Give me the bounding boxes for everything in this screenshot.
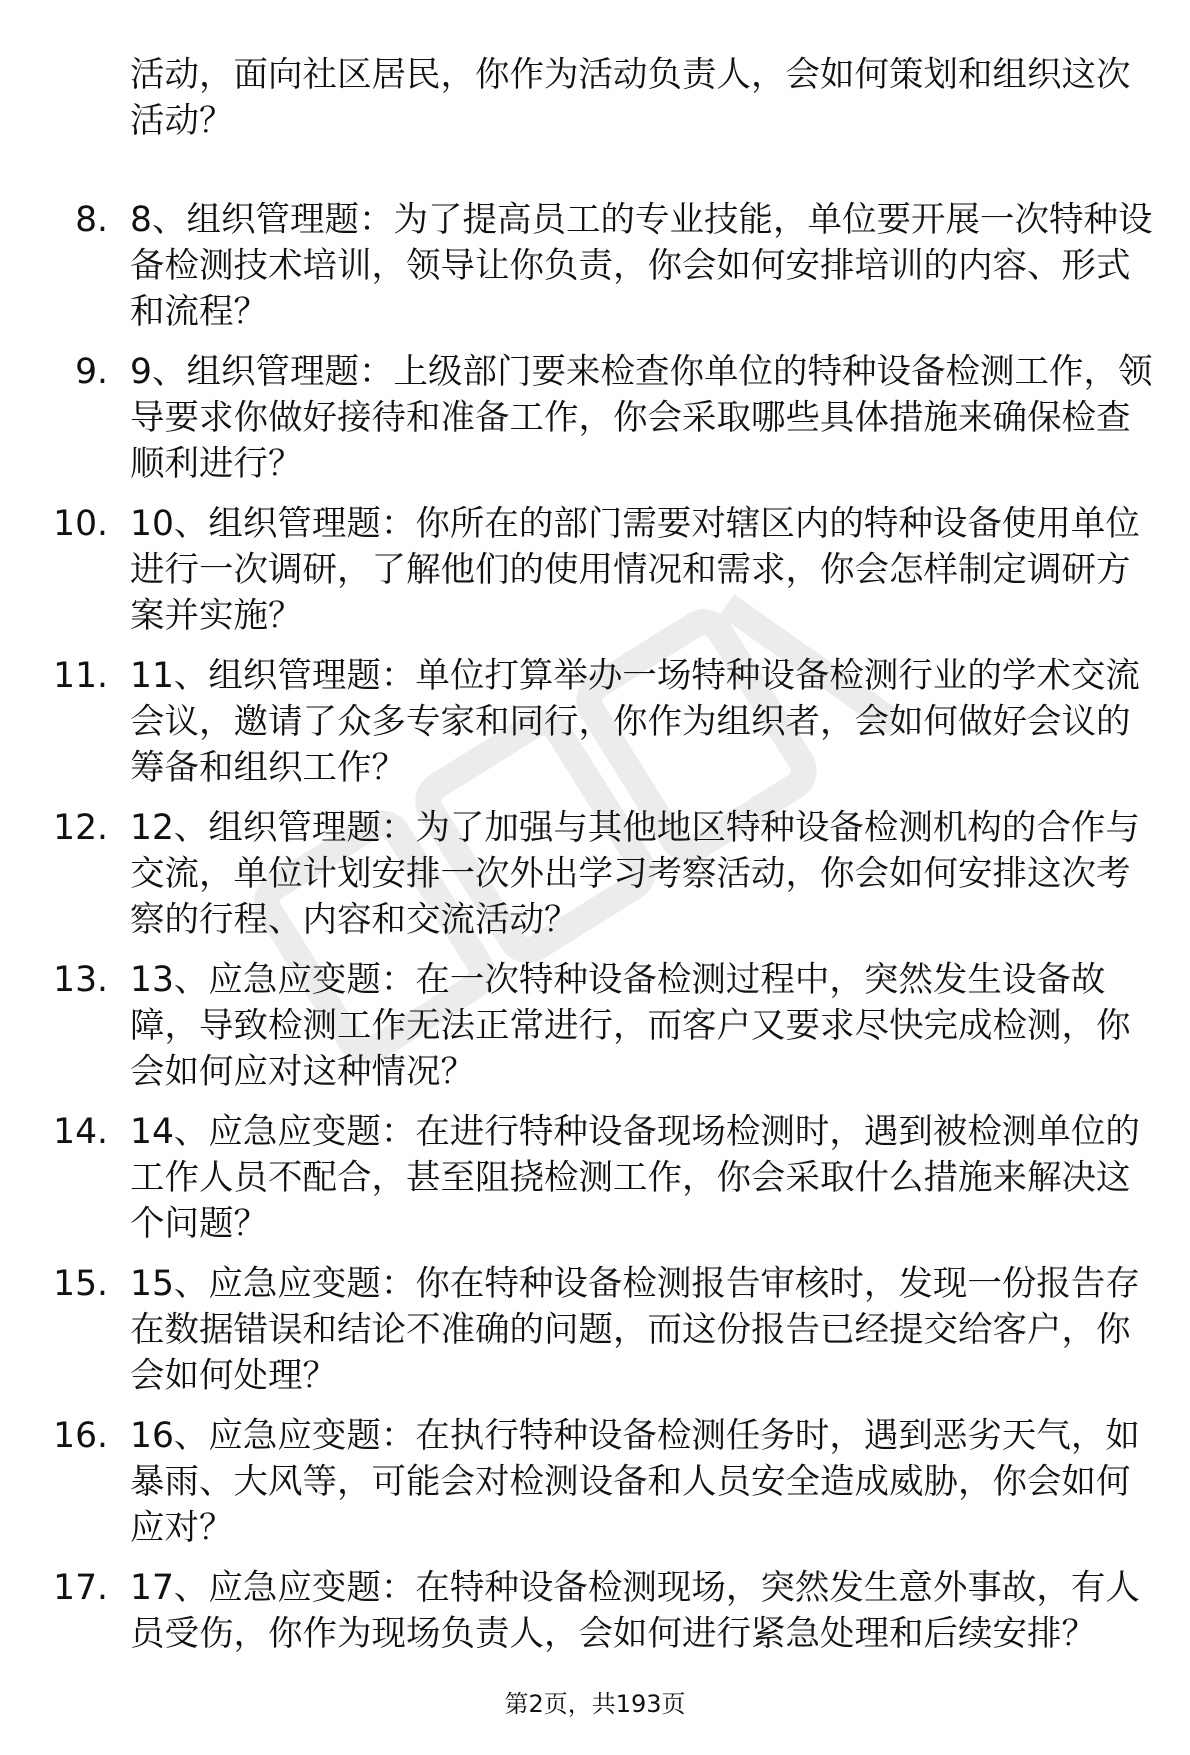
question-number: 8. <box>75 200 108 240</box>
question-text: 13、应急应变题：在一次特种设备检测过程中，突然发生设备故障，导致检测工作无法正常进行，而客户又要求尽快完成检测，你会如何应对这种情况？ <box>130 960 1131 1092</box>
question-item <box>0 957 1190 1109</box>
question-item <box>0 197 1190 349</box>
question-item <box>0 1109 1190 1261</box>
question-item <box>0 653 1190 805</box>
question-number: 13. <box>53 960 108 1000</box>
question-number: 9. <box>75 352 108 392</box>
question-text: 16、应急应变题：在执行特种设备检测任务时，遇到恶劣天气，如暴雨、大风等，可能会对检测设备和人员安全造成威胁，你会如何应对？ <box>130 1416 1140 1548</box>
question-item <box>0 805 1190 957</box>
question-item <box>0 1261 1190 1413</box>
continuation-paragraph: 活动，面向社区居民，你作为活动负责人，会如何策划和组织这次活动？ <box>130 55 1131 141</box>
question-text: 14、应急应变题：在进行特种设备现场检测时，遇到被检测单位的工作人员不配合，甚至阻挠检测工作，你会采取什么措施来解决这个问题？ <box>130 1112 1140 1244</box>
question-number: 11. <box>53 656 108 696</box>
question-number: 14. <box>53 1112 108 1152</box>
question-item <box>0 501 1190 653</box>
question-list <box>0 197 1190 1717</box>
question-number: 12. <box>53 808 108 848</box>
question-text: 8、组织管理题：为了提高员工的专业技能，单位要开展一次特种设备检测技术培训，领导让你负责，你会如何安排培训的内容、形式和流程？ <box>130 200 1153 332</box>
question-text: 11、组织管理题：单位打算举办一场特种设备检测行业的学术交流会议，邀请了众多专家和同行，你作为组织者，会如何做好会议的筹备和组织工作？ <box>130 656 1140 788</box>
question-number: 16. <box>53 1416 108 1456</box>
page-footer: 第2页，共193页 <box>504 1690 686 1718</box>
question-text: 17、应急应变题：在特种设备检测现场，突然发生意外事故，有人员受伤，你作为现场负责人，会如何进行紧急处理和后续安排？ <box>130 1568 1140 1654</box>
question-item <box>0 1413 1190 1565</box>
question-text: 9、组织管理题：上级部门要来检查你单位的特种设备检测工作，领导要求你做好接待和准备工作，你会采取哪些具体措施来确保检查顺利进行？ <box>130 352 1153 484</box>
question-text: 15、应急应变题：你在特种设备检测报告审核时，发现一份报告存在数据错误和结论不准确的问题，而这份报告已经提交给客户，你会如何处理？ <box>130 1264 1140 1396</box>
question-number: 10. <box>53 504 108 544</box>
question-text: 12、组织管理题：为了加强与其他地区特种设备检测机构的合作与交流，单位计划安排一次外出学习考察活动，你会如何安排这次考察的行程、内容和交流活动？ <box>130 808 1140 940</box>
question-number: 17. <box>53 1568 108 1608</box>
question-number: 15. <box>53 1264 108 1304</box>
question-item <box>0 349 1190 501</box>
question-text: 10、组织管理题：你所在的部门需要对辖区内的特种设备使用单位进行一次调研，了解他们的使用情况和需求，你会怎样制定调研方案并实施？ <box>130 504 1140 636</box>
